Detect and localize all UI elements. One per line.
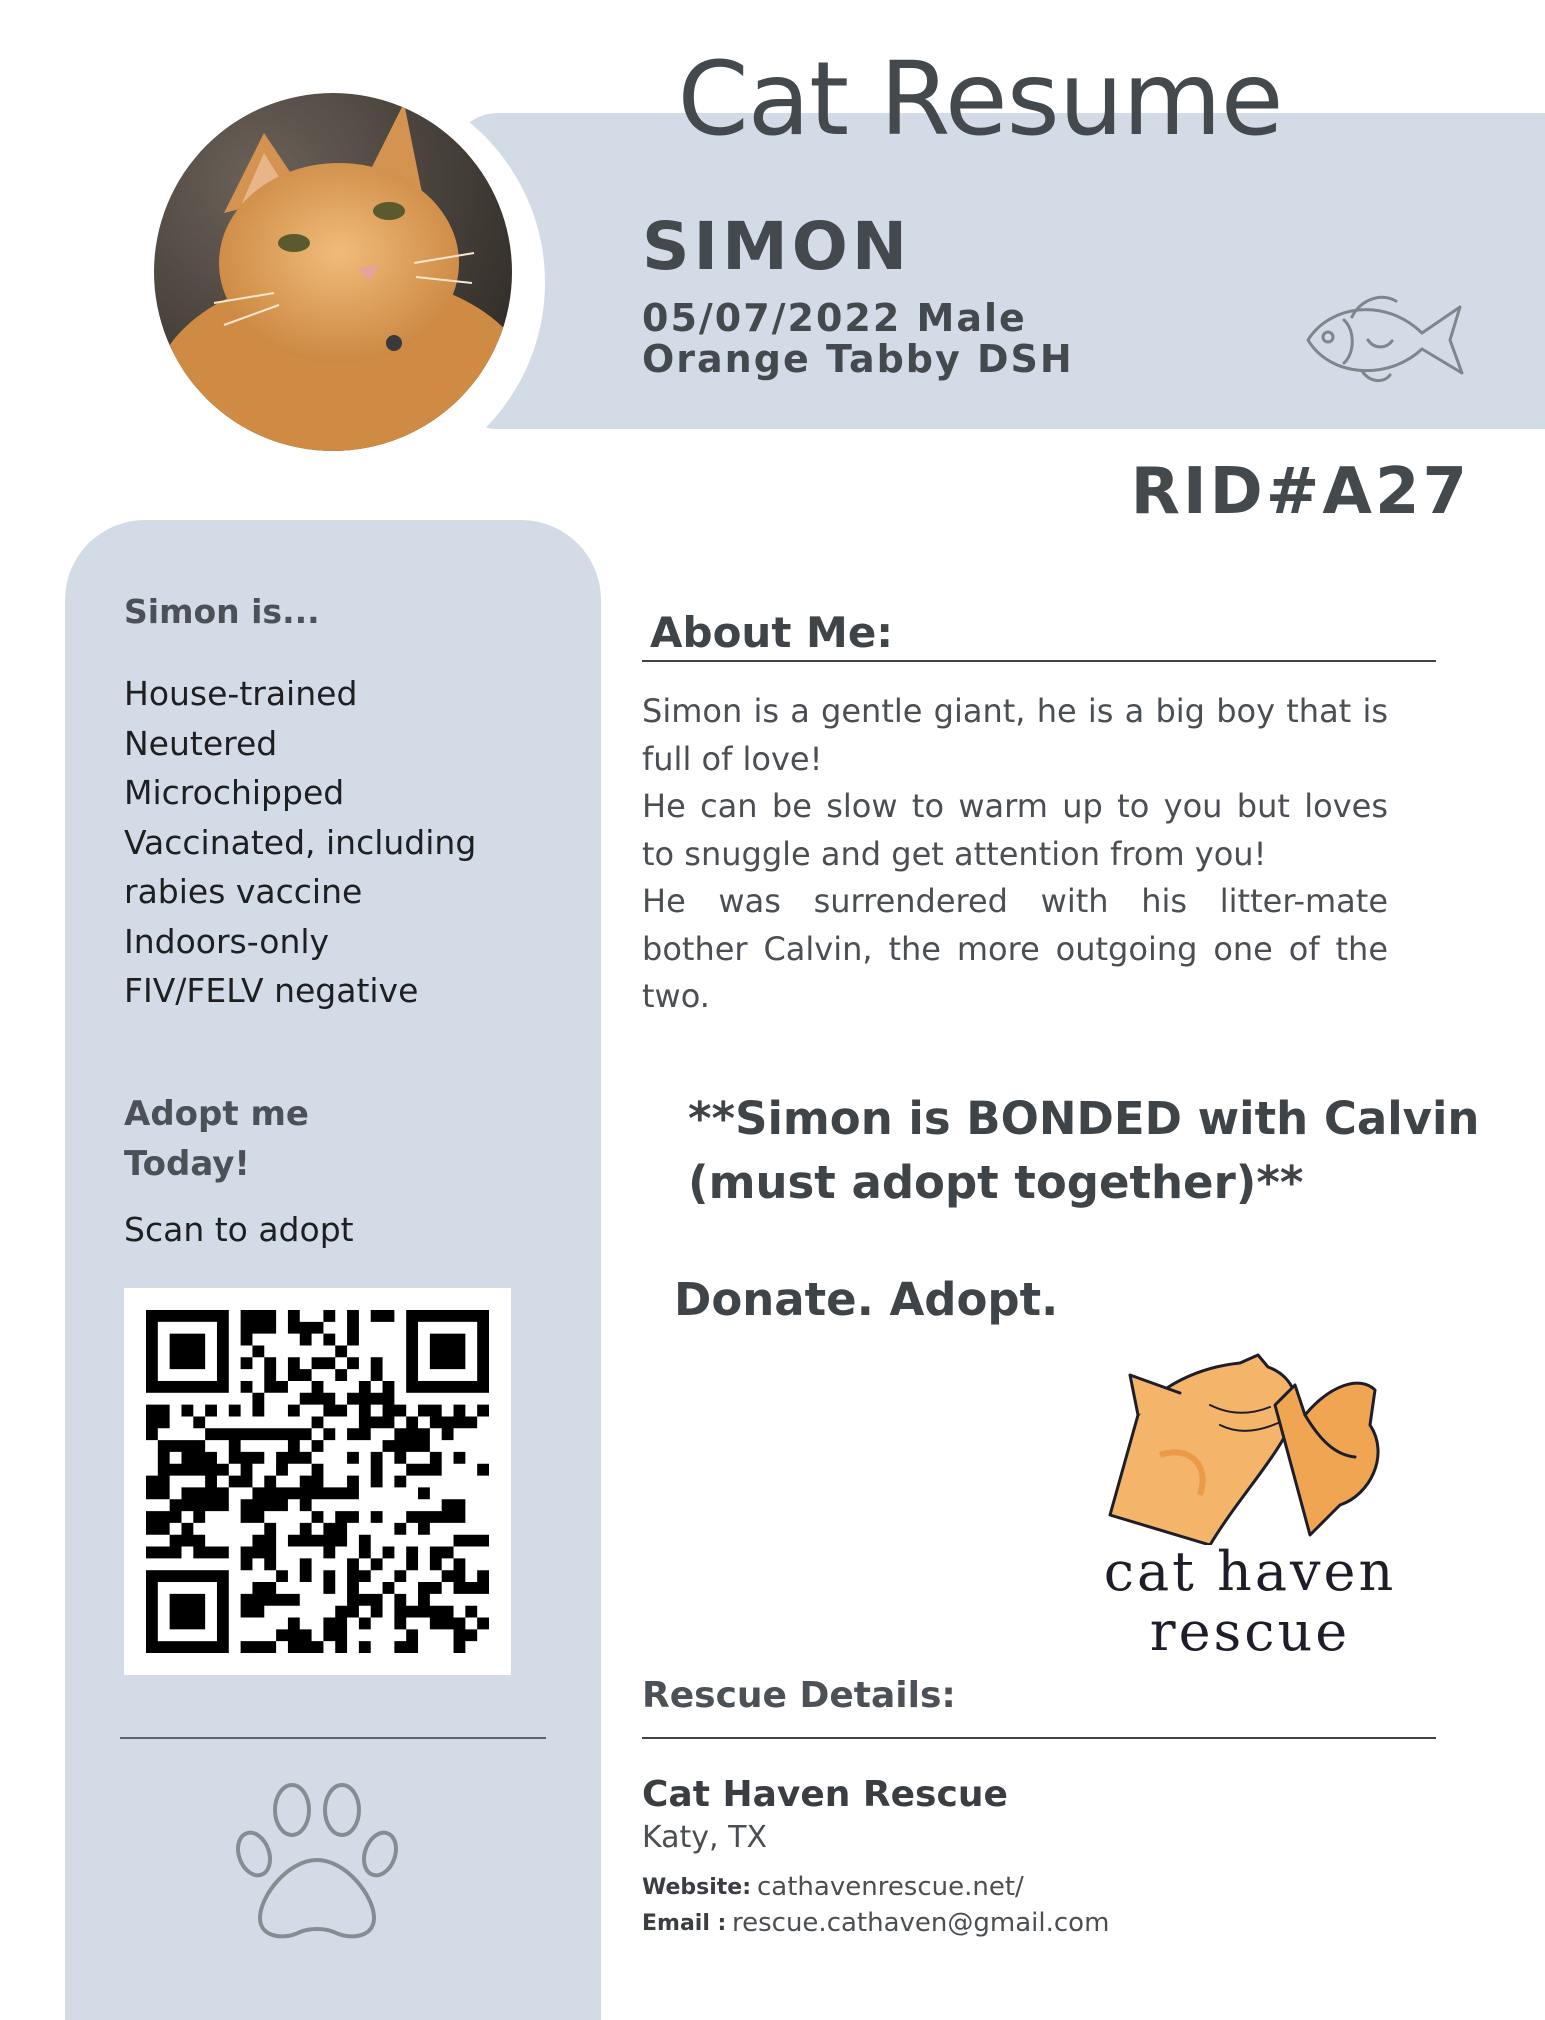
about-paragraph: He was surrendered with his litter-mate bother Calvin, the more outgoing one of the two. [642,882,1388,1015]
fish-icon [1300,285,1470,390]
adopt-qr-code[interactable] [124,1288,511,1675]
page-title: Cat Resume [677,40,1283,159]
about-paragraph: Simon is a gentle giant, he is a big boy that is full of love! [642,692,1388,778]
trait-item: rabies vaccine [124,872,363,911]
trait-item: Indoors-only [124,921,330,961]
rescue-logo-cats [1090,1345,1400,1545]
trait-item: Neutered [124,723,278,763]
logo-wordmark: cat haven [1103,1540,1397,1603]
trait-item: Microchipped [124,773,345,812]
paw-icon [230,1778,405,1943]
bonded-notice: **Simon is BONDED with Calvin [688,1092,1480,1145]
org-name: Cat Haven Rescue [642,1774,1008,1815]
qr-code-image [124,1288,511,1675]
about-heading: About Me: [650,608,894,657]
adopt-heading: Today! [124,1144,250,1184]
logo-wordmark: rescue [1149,1600,1351,1663]
divider [120,1737,546,1739]
scan-to-adopt-text: Scan to adopt [124,1210,354,1249]
trait-item: Vaccinated, including [124,822,477,862]
divider [642,660,1436,662]
email-link[interactable]: rescue.cathaven@gmail.com [732,1908,1110,1938]
traits-heading: Simon is... [124,592,320,631]
cat-dob-sex: 05/07/2022 Male [642,296,1027,340]
about-paragraph: He can be slow to warm up to you but loves to snuggle and get attention from you! [642,787,1388,873]
about-text [642,688,1388,1021]
divider [642,1737,1436,1739]
rescue-details-heading: Rescue Details: [642,1675,956,1716]
cat-name: SIMON [642,208,912,285]
adopt-heading: Adopt me [124,1094,309,1134]
trait-item: House-trained [124,674,358,713]
donate-adopt-slogan: Donate. Adopt. [674,1273,1059,1326]
bonded-notice: (must adopt together)** [688,1156,1304,1209]
traits-list [124,669,476,1016]
email-label: Email : [642,1911,727,1936]
org-location: Katy, TX [642,1820,767,1855]
website-link[interactable]: cathavenrescue.net/ [757,1872,1024,1902]
cat-photo [154,93,512,451]
cat-breed: Orange Tabby DSH [642,337,1074,381]
website-label: Website: [642,1875,752,1900]
trait-item: FIV/FELV negative [124,971,419,1010]
rescue-id: RID#A27 [1130,455,1470,529]
